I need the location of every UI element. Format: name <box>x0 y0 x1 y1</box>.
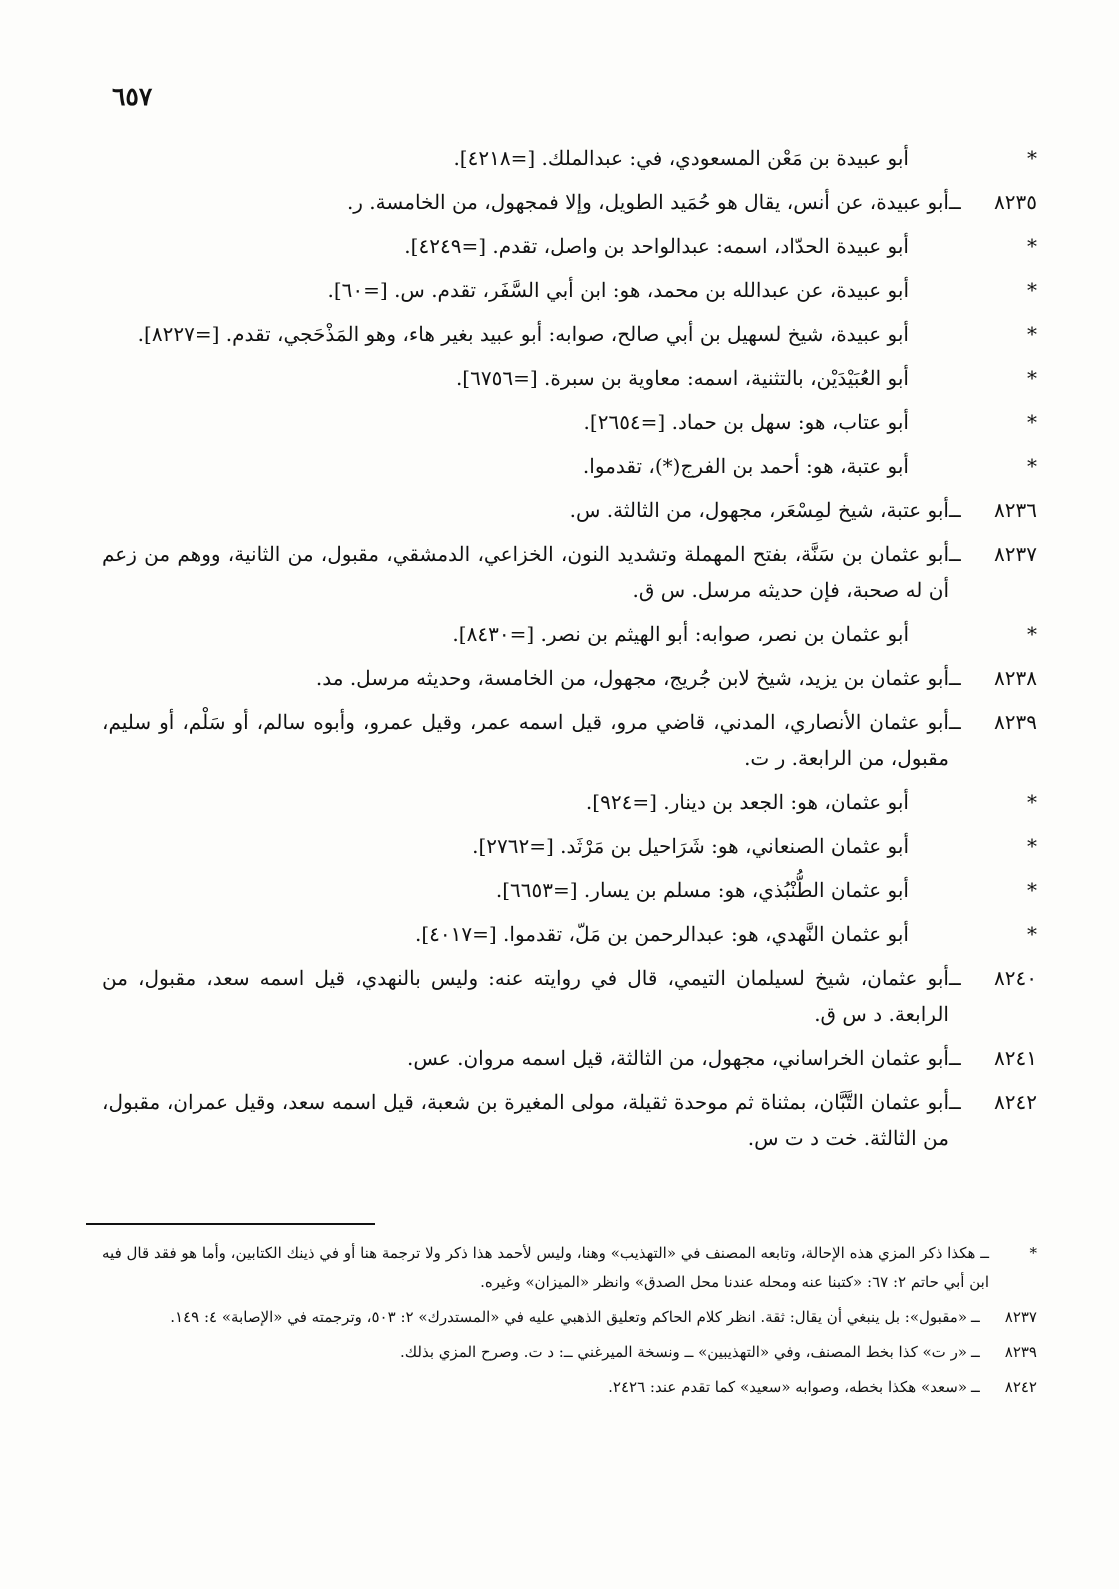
footnote-text: «ر ت» كذا بخط المصنف، وفي «التهذيبين» ــ ونسخة الميرغني ــ: د ت. وصرح المزي بذلك. <box>399 1343 967 1361</box>
entry-text: أبو عثمان التَّبَّان، بمثناة ثم موحدة ثقيلة، مولى المغيرة بن شعبة، قيل اسمه سعد، وقيل عمران، مقبول، من الثالثة. خت د ت س. <box>102 1090 949 1150</box>
entry-number: ٨٢٤١ <box>994 1046 1037 1070</box>
asterisk-mark: * <box>1027 790 1037 814</box>
dash-mark: ــ <box>949 1090 961 1114</box>
dash-mark: ــ <box>971 1343 980 1361</box>
cross-reference-entry <box>102 140 1037 176</box>
cross-reference-entry <box>102 448 1037 484</box>
footnote-text: «سعد» هكذا بخطه، وصوابه «سعيد» كما تقدم عند: ٢٤٢٦. <box>608 1378 967 1396</box>
footnote-number: ٨٢٣٩ <box>1004 1343 1037 1361</box>
entry-text: أبو عثمان الخراساني، مجهول، من الثالثة، قيل اسمه مروان. عس. <box>406 1046 949 1070</box>
entry-text: أبو عبيدة بن مَعْن المسعودي، في: عبدالملك. [=٤٢١٨]. <box>453 146 909 170</box>
entry-marker <box>949 1040 1037 1076</box>
asterisk-mark: * <box>1029 1244 1037 1262</box>
biography-entry <box>102 184 1037 220</box>
asterisk-mark: * <box>1027 454 1037 478</box>
dash-mark: ــ <box>971 1308 980 1326</box>
cross-reference-entry <box>102 316 1037 352</box>
footnote-marker <box>971 1303 1037 1332</box>
entry-text: أبو عثمان الصنعاني، هو: شَرَاحيل بن مَرْثَد. [=٢٧٦٢]. <box>472 834 909 858</box>
entry-text: أبو العُبَيْدَيْن، بالتثنية، اسمه: معاوية بن سبرة. [=٦٧٥٦]. <box>455 366 909 390</box>
cross-reference-entry <box>102 784 1037 820</box>
asterisk-mark: * <box>1027 322 1037 346</box>
cross-reference-entry <box>102 916 1037 952</box>
footnote-number: ٨٢٤٢ <box>1004 1378 1037 1396</box>
cross-reference-entry <box>102 360 1037 396</box>
entry-marker <box>949 960 1037 996</box>
entry-marker <box>967 316 1037 352</box>
entry-marker <box>949 1084 1037 1120</box>
dash-mark: ــ <box>949 710 961 734</box>
entry-marker <box>967 828 1037 864</box>
footnote <box>102 1303 1037 1332</box>
dash-mark: ــ <box>949 190 961 214</box>
footnote <box>102 1239 1037 1297</box>
entry-text: أبو عثمان بن سَنَّة، بفتح المهملة وتشديد النون، الخزاعي، الدمشقي، مقبول، من الثانية، ووهم من زعم أن له صحبة، فإن حديثه مرسل. س ق. <box>102 542 949 602</box>
asterisk-mark: * <box>1027 146 1037 170</box>
cross-reference-entry <box>102 272 1037 308</box>
cross-reference-entry <box>102 828 1037 864</box>
cross-reference-entry <box>102 616 1037 652</box>
dash-mark: ــ <box>949 966 961 990</box>
asterisk-mark: * <box>1027 366 1037 390</box>
dash-mark: ــ <box>971 1378 980 1396</box>
footnotes-list <box>102 1239 1037 1408</box>
entries-list <box>102 140 1037 1164</box>
asterisk-mark: * <box>1027 834 1037 858</box>
dash-mark: ــ <box>949 666 961 690</box>
entry-marker <box>967 272 1037 308</box>
biography-entry <box>102 660 1037 696</box>
dash-mark: ــ <box>949 542 961 566</box>
entry-marker <box>967 784 1037 820</box>
entry-text: أبو عبيدة الحدّاد، اسمه: عبدالواحد بن واصل، تقدم. [=٤٢٤٩]. <box>404 234 909 258</box>
entry-text: أبو عثمان، شيخ لسيلمان التيمي، قال في روايته عنه: وليس بالنهدي، قيل اسمه سعد، مقبول، من الرابعة. د س ق. <box>102 966 949 1026</box>
entry-marker <box>967 872 1037 908</box>
footnote-marker <box>971 1373 1037 1402</box>
cross-reference-entry <box>102 404 1037 440</box>
asterisk-mark: * <box>1027 878 1037 902</box>
entry-text: أبو عثمان، هو: الجعد بن دينار. [=٩٢٤]. <box>585 790 909 814</box>
entry-marker <box>967 228 1037 264</box>
asterisk-mark: * <box>1027 922 1037 946</box>
biography-entry <box>102 536 1037 608</box>
entry-marker <box>967 404 1037 440</box>
biography-entry <box>102 1040 1037 1076</box>
entry-marker <box>949 660 1037 696</box>
entry-marker <box>949 184 1037 220</box>
footnote-separator <box>86 1223 375 1225</box>
entry-text: أبو عثمان النَّهدي، هو: عبدالرحمن بن مَلّ، تقدموا. [=٤٠١٧]. <box>414 922 909 946</box>
dash-mark: ــ <box>949 1046 961 1070</box>
entry-text: أبو عتاب، هو: سهل بن حماد. [=٢٦٥٤]. <box>583 410 909 434</box>
entry-text: أبو عثمان بن يزيد، شيخ لابن جُريج، مجهول، من الخامسة، وحديثه مرسل. مد. <box>315 666 949 690</box>
entry-marker <box>967 448 1037 484</box>
dash-mark: ــ <box>949 498 961 522</box>
biography-entry <box>102 960 1037 1032</box>
entry-text: أبو عثمان الطُّنْبُذي، هو: مسلم بن يسار. [=٦٦٥٣]. <box>495 878 909 902</box>
entry-text: أبو عبيدة، عن أنس، يقال هو حُمَيد الطويل، وإلا فمجهول، من الخامسة. ر. <box>346 190 949 214</box>
footnote-text: ــ هكذا ذكر المزي هذه الإحالة، وتابعه المصنف في «التهذيب» وهنا، وليس لأحمد هذا ذكر ولا ترجمة هنا أو في ذينك الكتابين، وأما هو فقد قال فيه ابن أبي حاتم ٢: ٦٧: «كتبنا عنه ومحله عندنا محل الصدق» وانظر «الميزان» وغيره. <box>102 1244 989 1291</box>
asterisk-mark: * <box>1027 278 1037 302</box>
footnote-text: «مقبول»: بل ينبغي أن يقال: ثقة. انظر كلام الحاكم وتعليق الذهبي عليه في «المستدرك» ٢: ٥٠٣، وترجمته في «الإصابة» ٤: ١٤٩. <box>170 1308 967 1326</box>
asterisk-mark: * <box>1027 410 1037 434</box>
entry-text: أبو عبيدة، عن عبدالله بن محمد، هو: ابن أبي السَّفَر، تقدم. س. [=٦٠]. <box>327 278 909 302</box>
entry-marker <box>967 140 1037 176</box>
footnote-number: ٨٢٣٧ <box>1004 1308 1037 1326</box>
cross-reference-entry <box>102 872 1037 908</box>
footnote <box>102 1338 1037 1367</box>
entry-marker <box>967 360 1037 396</box>
footnote <box>102 1373 1037 1402</box>
entry-number: ٨٢٤٢ <box>994 1090 1037 1114</box>
entry-text: أبو عتبة، شيخ لمِسْعَر، مجهول، من الثالثة. س. <box>569 498 949 522</box>
entry-marker <box>967 616 1037 652</box>
biography-entry <box>102 1084 1037 1156</box>
entry-number: ٨٢٣٩ <box>994 710 1037 734</box>
footnote-marker <box>971 1338 1037 1367</box>
biography-entry <box>102 704 1037 776</box>
entry-marker <box>949 704 1037 740</box>
asterisk-mark: * <box>1027 234 1037 258</box>
entry-marker <box>967 916 1037 952</box>
page-number: ٦٥٧ <box>112 82 153 111</box>
entry-number: ٨٢٣٧ <box>994 542 1037 566</box>
entry-number: ٨٢٣٨ <box>994 666 1037 690</box>
entry-text: أبو عثمان الأنصاري، المدني، قاضي مرو، قيل اسمه عمر، وقيل عمرو، وأبوه سالم، أو سَلْم، أو سليم، مقبول، من الرابعة. ر ت. <box>102 710 949 770</box>
footnote-marker <box>997 1239 1037 1268</box>
entry-text: أبو عتبة، هو: أحمد بن الفرج(*)، تقدموا. <box>582 454 909 478</box>
cross-reference-entry <box>102 228 1037 264</box>
entry-text: أبو عثمان بن نصر، صوابه: أبو الهيثم بن نصر. [=٨٤٣٠]. <box>452 622 909 646</box>
asterisk-mark: * <box>1027 622 1037 646</box>
entry-number: ٨٢٤٠ <box>994 966 1037 990</box>
entry-marker <box>949 492 1037 528</box>
entry-text: أبو عبيدة، شيخ لسهيل بن أبي صالح، صوابه: أبو عبيد بغير هاء، وهو المَذْحَجي، تقدم. [=٨٢٢٧]. <box>137 322 909 346</box>
entry-number: ٨٢٣٦ <box>994 498 1037 522</box>
entry-marker <box>949 536 1037 572</box>
entry-number: ٨٢٣٥ <box>994 190 1037 214</box>
biography-entry <box>102 492 1037 528</box>
